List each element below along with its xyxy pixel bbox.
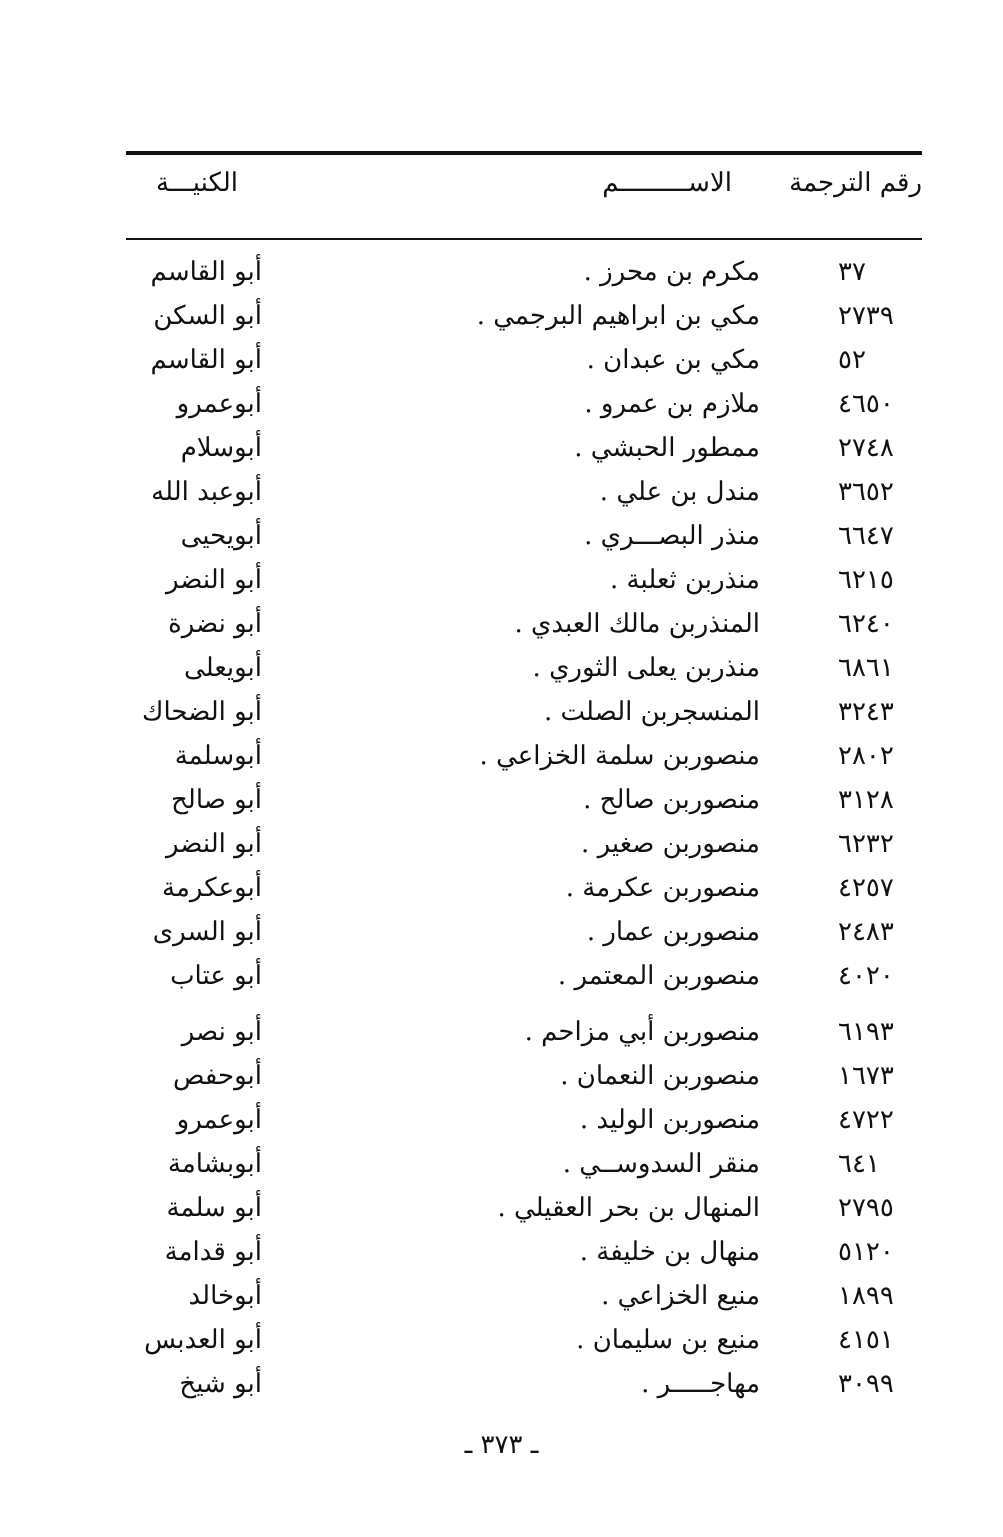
table-row (126, 560, 922, 600)
entry-number: ٦٢١٥ (838, 565, 894, 595)
table-row (126, 912, 922, 952)
entry-name: منصوربن صالح . (583, 785, 760, 815)
header-kunya-label: الكنيـــة (156, 168, 238, 198)
entry-name: مكرم بن محرز . (583, 257, 760, 287)
entry-number: ٢٧٤٨ (838, 433, 894, 463)
entry-name: المنذربن مالك العبدي . (514, 609, 760, 639)
entry-name: منذربن يعلى الثوري . (532, 653, 760, 683)
entry-kunya: أبوحفص (173, 1061, 262, 1091)
entry-name: ملازم بن عمرو . (584, 389, 760, 419)
entry-kunya: أبوسلام (180, 433, 262, 463)
entry-name: المنهال بن بحر العقيلي . (497, 1193, 760, 1223)
table-row (126, 516, 922, 556)
entry-number: ١٨٩٩ (838, 1281, 894, 1311)
entry-name: منصوربن أبي مزاحم . (524, 1017, 760, 1047)
table-row (126, 1320, 922, 1360)
entry-number: ٢٧٣٩ (838, 301, 894, 331)
entry-name: منصوربن عمار . (586, 917, 760, 947)
table-row (126, 472, 922, 512)
entry-number: ٦٢٤٠ (838, 609, 894, 639)
entry-number: ٢٨٠٢ (838, 741, 894, 771)
table-row (126, 692, 922, 732)
table-row (126, 1144, 922, 1184)
entry-kunya: أبو صالح (171, 785, 262, 815)
entry-kunya: أبو السرى (152, 917, 262, 947)
entry-number: ٥٢ (838, 345, 866, 375)
entry-kunya: أبو نصر (181, 1017, 262, 1047)
entry-number: ٦٦٤٧ (838, 521, 894, 551)
entry-kunya: أبوعبد الله (151, 477, 262, 507)
entry-kunya: أبو النضر (165, 829, 262, 859)
entry-kunya: أبو النضر (165, 565, 262, 595)
entry-name: مكي بن ابراهيم البرجمي . (476, 301, 760, 331)
table-row (126, 648, 922, 688)
entry-name: منذر البصـــري . (584, 521, 760, 551)
entry-name: مندل بن علي . (599, 477, 760, 507)
entry-number: ٦٤١ (838, 1149, 880, 1179)
entry-number: ٥١٢٠ (838, 1237, 894, 1267)
header-rule (126, 238, 922, 240)
entry-name: منصوربن عكرمة . (565, 873, 760, 903)
entry-name: مهاجـــــر . (641, 1369, 760, 1399)
entry-number: ٤٧٢٢ (838, 1105, 894, 1135)
entry-kunya: أبو القاسم (150, 345, 262, 375)
table-row (126, 1276, 922, 1316)
entry-name: منصوربن سلمة الخزاعي . (479, 741, 760, 771)
entry-kunya: أبو نضرة (168, 609, 262, 639)
table-row (126, 780, 922, 820)
entry-kunya: أبو القاسم (150, 257, 262, 287)
entry-kunya: أبويحيى (180, 521, 262, 551)
table-row (126, 604, 922, 644)
entry-name: المنسجربن الصلت . (544, 697, 760, 727)
header-name-label: الاســـــــــم (602, 168, 732, 198)
entry-number: ٦٢٣٢ (838, 829, 894, 859)
entry-kunya: أبوخالد (188, 1281, 262, 1311)
entry-number: ٢٤٨٣ (838, 917, 894, 947)
entry-number: ٢٧٩٥ (838, 1193, 894, 1223)
table-row (126, 1100, 922, 1140)
table-row (126, 340, 922, 380)
entry-name: منصوربن النعمان . (560, 1061, 760, 1091)
page-number: ـ ٣٧٣ ـ (464, 1430, 539, 1460)
entry-name: منصوربن صغير . (581, 829, 760, 859)
entry-name: منيع الخزاعي . (601, 1281, 760, 1311)
entry-name: منقر السدوســي . (562, 1149, 760, 1179)
entry-kunya: أبو السكن (153, 301, 262, 331)
entry-number: ٣٢٤٣ (838, 697, 894, 727)
header-number-label: رقم الترجمة (789, 168, 922, 198)
table-row (126, 296, 922, 336)
entry-number: ٦١٩٣ (838, 1017, 894, 1047)
table-row (126, 252, 922, 292)
entry-number: ٣١٢٨ (838, 785, 894, 815)
entry-kunya: أبو العدبس (144, 1325, 262, 1355)
table-row (126, 428, 922, 468)
entry-kunya: أبو شيخ (179, 1369, 262, 1399)
entry-number: ٣٧ (838, 257, 866, 287)
entry-number: ١٦٧٣ (838, 1061, 894, 1091)
table-row (126, 868, 922, 908)
entry-number: ٤٢٥٧ (838, 873, 894, 903)
entry-name: ممطور الحبشي . (574, 433, 760, 463)
table-row (126, 1012, 922, 1052)
entry-number: ٤٦٥٠ (838, 389, 894, 419)
entry-number: ٣٦٥٢ (838, 477, 894, 507)
entry-number: ٤٠٢٠ (838, 961, 894, 991)
table-row (126, 384, 922, 424)
entry-kunya: أبوبشامة (167, 1149, 262, 1179)
table-header (126, 168, 922, 212)
entry-name: منيع بن سليمان . (576, 1325, 760, 1355)
table-row (126, 736, 922, 776)
table-row (126, 956, 922, 996)
entry-number: ٣٠٩٩ (838, 1369, 894, 1399)
entry-kunya: أبو الضحاك (142, 697, 262, 727)
table-row (126, 1188, 922, 1228)
entry-kunya: أبو قدامة (164, 1237, 262, 1267)
table-row (126, 1056, 922, 1096)
entry-name: منهال بن خليفة . (579, 1237, 760, 1267)
table-row (126, 1232, 922, 1272)
top-rule (126, 151, 922, 155)
entry-name: منصوربن المعتمر . (557, 961, 760, 991)
entry-kunya: أبوعمرو (176, 389, 262, 419)
entry-kunya: أبويعلى (184, 653, 262, 683)
entry-kunya: أبو سلمة (166, 1193, 262, 1223)
entry-name: مكي بن عبدان . (586, 345, 760, 375)
entry-name: منصوربن الوليد . (579, 1105, 760, 1135)
table-row (126, 1364, 922, 1404)
entry-kunya: أبوسلمة (174, 741, 262, 771)
entry-number: ٤١٥١ (838, 1325, 894, 1355)
entry-number: ٦٨٦١ (838, 653, 894, 683)
entry-kunya: أبو عتاب (170, 961, 262, 991)
entry-name: منذربن ثعلبة . (610, 565, 760, 595)
entry-kunya: أبوعمرو (176, 1105, 262, 1135)
table-row (126, 824, 922, 864)
entry-kunya: أبوعكرمة (162, 873, 262, 903)
